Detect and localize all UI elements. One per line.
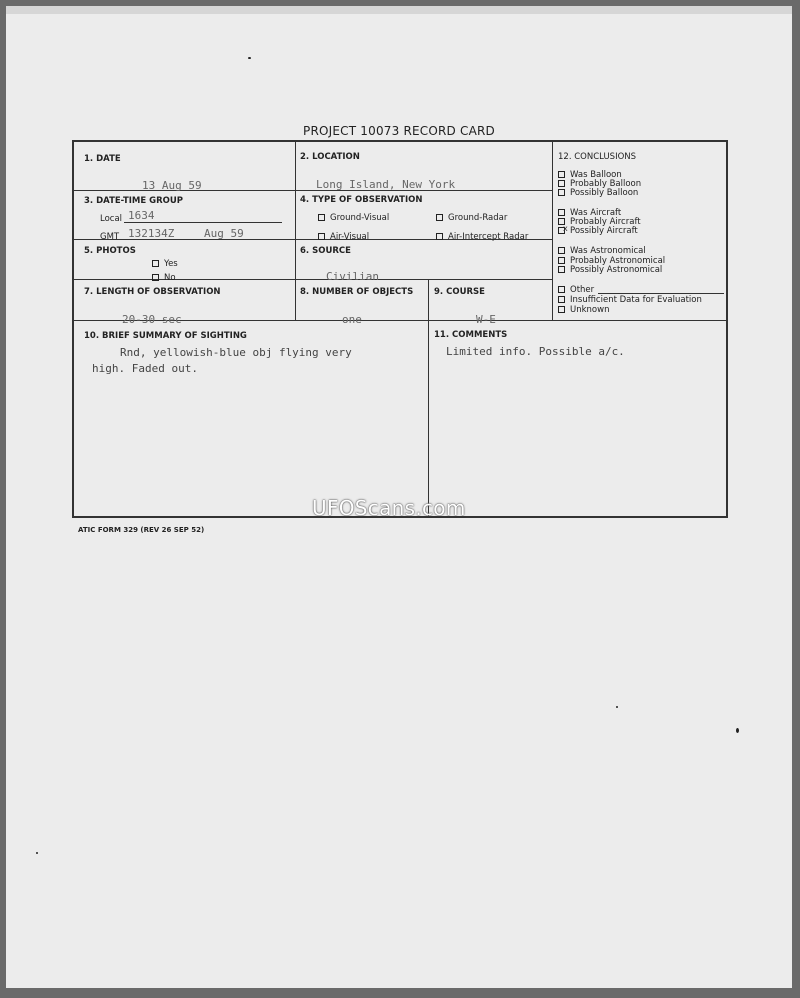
objects-label: 8. NUMBER OF OBJECTS [300, 287, 414, 297]
checkbox-icon [558, 189, 565, 196]
comments-value: Limited info. Possible a/c. [446, 345, 625, 358]
divider [295, 142, 296, 320]
checkbox-icon [318, 214, 325, 221]
conclusion-possibly-aircraft: xPossibly Aircraft [558, 226, 638, 236]
record-card [72, 140, 728, 518]
summary-line-2: high. Faded out. [92, 362, 198, 375]
source-label: 6. SOURCE [300, 246, 351, 256]
checkbox-icon [558, 209, 565, 216]
location-label: 2. LOCATION [300, 152, 360, 162]
date-value: 13 Aug 59 [142, 179, 202, 192]
length-label: 7. LENGTH OF OBSERVATION [84, 287, 221, 297]
conclusion-probably-aircraft: Probably Aircraft [558, 217, 641, 227]
date-label: 1. DATE [84, 154, 121, 164]
photos-label: 5. PHOTOS [84, 246, 136, 256]
dust-speck [736, 728, 739, 733]
source-value: Civilian [326, 270, 379, 283]
conclusion-unknown: Unknown [558, 305, 609, 315]
local-value: 1634 [128, 209, 155, 222]
location-value: Long Island, New York [316, 178, 456, 191]
checkbox-icon [436, 214, 443, 221]
conclusion-was-astronomical: Was Astronomical [558, 246, 646, 256]
objects-value: one [342, 313, 362, 326]
length-value: 20-30 sec [122, 313, 182, 326]
option-ground-radar: Ground-Radar [436, 213, 507, 223]
conclusion-possibly-astronomical: Possibly Astronomical [558, 265, 662, 275]
checkbox-icon [558, 180, 565, 187]
checkbox-icon [558, 306, 565, 313]
other-underline [598, 293, 724, 294]
gmt-label: GMT [100, 232, 120, 242]
date-time-group-label: 3. DATE-TIME GROUP [84, 196, 184, 206]
checked-box-icon [558, 227, 565, 234]
dust-speck [616, 706, 618, 708]
checkbox-icon [152, 260, 159, 267]
photos-yes: Yes [152, 259, 178, 269]
conclusion-other: Other [558, 285, 594, 295]
gmt-value: 132134Z [128, 227, 175, 240]
checkbox-icon [558, 247, 565, 254]
option-air-intercept-radar: Air-Intercept Radar [436, 232, 528, 242]
course-value: W-E [476, 313, 496, 326]
comments-label: 11. COMMENTS [434, 330, 508, 340]
checkbox-icon [558, 171, 565, 178]
card-title: PROJECT 10073 RECORD CARD [303, 124, 495, 138]
checkbox-icon [318, 233, 325, 240]
gmt-underline [124, 239, 282, 240]
summary-line-1: Rnd, yellowish-blue obj flying very [120, 346, 352, 359]
local-label: Local [100, 214, 123, 224]
course-label: 9. COURSE [434, 287, 485, 297]
divider [428, 279, 429, 518]
checkbox-icon [558, 296, 565, 303]
dust-speck [36, 852, 38, 854]
checkbox-icon [558, 266, 565, 273]
conclusion-possibly-balloon: Possibly Balloon [558, 188, 638, 198]
document-page [6, 6, 792, 988]
gmt-suffix: Aug 59 [204, 227, 244, 240]
local-underline [124, 222, 282, 223]
form-number: ATIC FORM 329 (REV 26 SEP 52) [78, 526, 205, 534]
option-air-visual: Air-Visual [318, 232, 369, 242]
conclusion-was-aircraft: Was Aircraft [558, 208, 621, 218]
checkbox-icon [558, 257, 565, 264]
conclusion-insufficient-data: Insufficient Data for Evaluation [558, 295, 702, 305]
summary-label: 10. BRIEF SUMMARY OF SIGHTING [84, 331, 247, 341]
option-ground-visual: Ground-Visual [318, 213, 389, 223]
conclusions-label: 12. CONCLUSIONS [558, 152, 637, 162]
checkbox-icon [558, 286, 565, 293]
observation-type-label: 4. TYPE OF OBSERVATION [300, 195, 423, 205]
dust-speck [248, 57, 251, 59]
divider [74, 279, 552, 280]
conclusion-was-balloon: Was Balloon [558, 170, 622, 180]
watermark: UFOScans.com [312, 496, 466, 520]
conclusion-probably-balloon: Probably Balloon [558, 179, 641, 189]
checkbox-icon [436, 233, 443, 240]
photos-no: No [152, 273, 176, 283]
divider [552, 142, 553, 320]
conclusion-probably-astronomical: Probably Astronomical [558, 256, 665, 266]
checkbox-icon [152, 274, 159, 281]
